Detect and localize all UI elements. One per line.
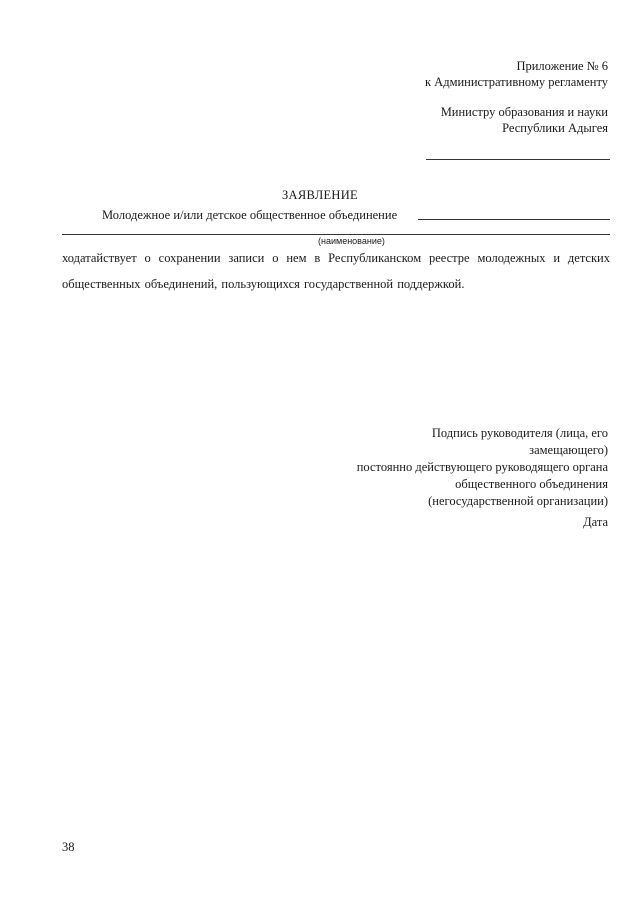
appendix-label: Приложение № 6 xyxy=(516,59,608,73)
body-paragraph: ходатайствует о сохранении записи о нем в Республиканском реестре молодежных и детских общественных объединений, пользующихся государственной поддержкой. xyxy=(62,251,610,291)
appendix-header xyxy=(425,58,608,90)
signature-line-4: общественного объединения xyxy=(455,477,608,491)
org-name-blank-line[interactable] xyxy=(418,219,610,220)
signature-line-1: Подпись руководителя (лица, его xyxy=(431,426,608,440)
addressee-line-2: Республики Адыгея xyxy=(502,121,608,135)
reglament-label: к Административному регламенту xyxy=(424,75,608,89)
org-prompt: Молодежное и/или детское общественное объединение xyxy=(102,208,398,222)
addressee-block xyxy=(441,104,608,136)
signature-line-3: постоянно действующего руководящего органа xyxy=(356,460,608,474)
date-label: Дата xyxy=(583,515,608,529)
name-caption: (наименование) xyxy=(318,236,385,246)
signature-line-5: (негосударственной организации) xyxy=(428,494,608,508)
signature-line-2: замещающего) xyxy=(529,443,608,457)
document-title: ЗАЯВЛЕНИЕ xyxy=(282,188,358,202)
page-number: 38 xyxy=(62,840,75,854)
addressee-line-1: Министру образования и науки xyxy=(440,105,608,119)
org-name-blank-line-2[interactable] xyxy=(62,234,610,235)
addressee-blank-line[interactable] xyxy=(426,159,610,160)
signature-block xyxy=(357,425,608,510)
